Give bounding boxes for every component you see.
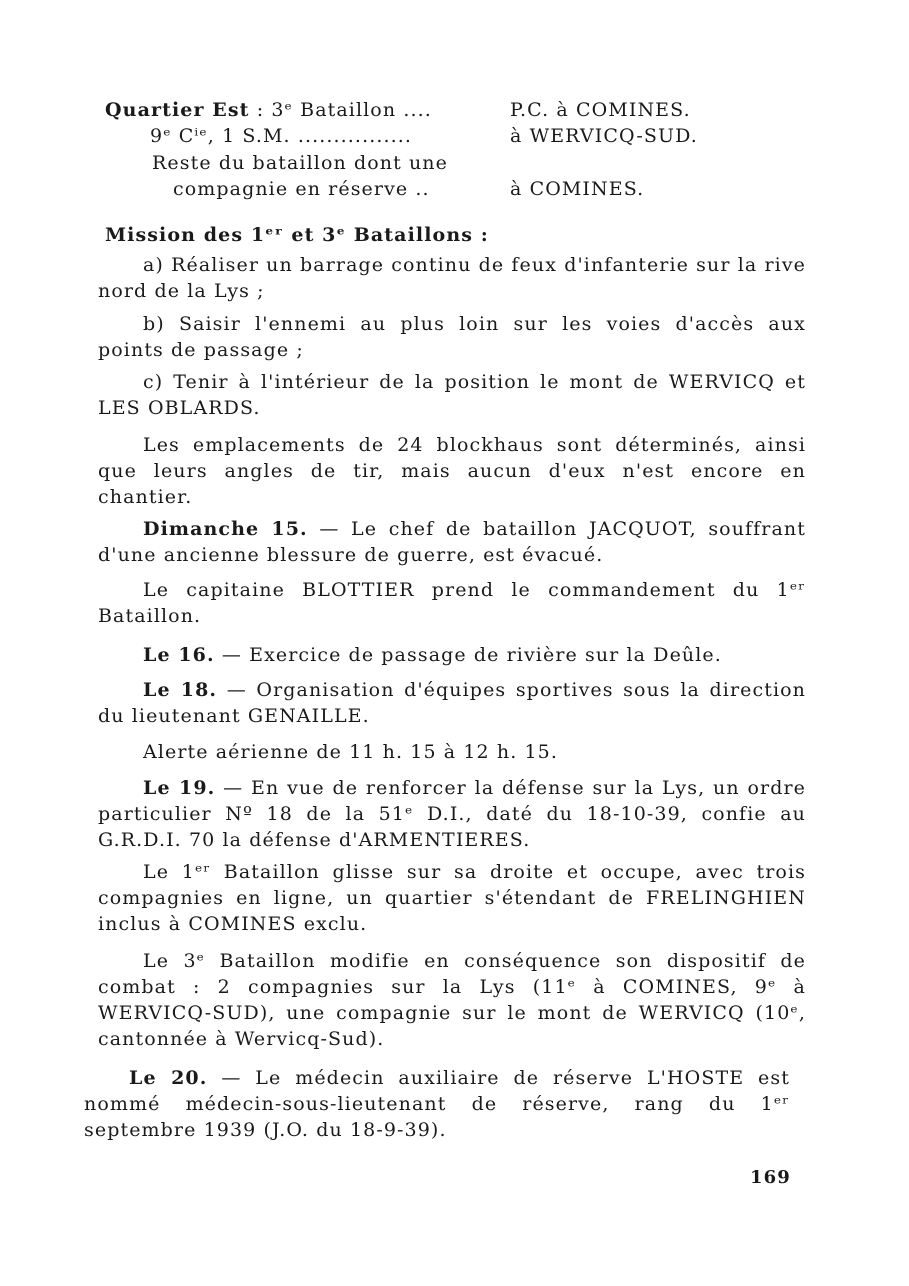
- paragraph: b) Saisir l'ennemi au plus loin sur les voies d'accès aux points de passage ;: [98, 313, 806, 361]
- quartier-location: à COMINES.: [510, 178, 645, 200]
- paragraph: Les emplacements de 24 blockhaus sont déterminés, ainsi que leurs angles de tir, mais aucun d'eux n'est encore en chantier.: [98, 434, 806, 508]
- quartier-row: [105, 97, 765, 123]
- quartier-row: [173, 176, 833, 202]
- page-number: 169: [750, 1167, 791, 1188]
- quartier-unit: Reste du bataillon dont une: [152, 152, 448, 174]
- paragraph: Le 20. — Le médecin auxiliaire de réserve L'HOSTE est nommé médecin-sous-lieutenant de réserve, rang du 1ᵉʳ septembre 1939 (J.O. du 18-9-39).: [84, 1067, 790, 1141]
- entry-date: Le 20.: [129, 1067, 208, 1089]
- quartier-unit: compagnie en réserve ..: [173, 178, 430, 200]
- entry-date: Dimanche 15.: [143, 518, 308, 540]
- quartier-label: Quartier Est: [105, 99, 250, 121]
- entry-date: Le 19.: [143, 777, 216, 799]
- mission-heading: Mission des 1ᵉʳ et 3ᵉ Bataillons :: [105, 224, 489, 246]
- paragraph: Le 3ᵉ Bataillon modifie en conséquence son dispositif de combat : 2 compagnies sur la Lys (11ᵉ à COMINES, 9ᵉ à WERVICQ-SUD), une compagnie sur le mont de WERVICQ (10ᵉ, cantonnée à Wervicq-Sud).: [98, 950, 806, 1050]
- paragraph: Le 1ᵉʳ Bataillon glisse sur sa droite et occupe, avec trois compagnies en ligne, un quartier s'étendant de FRELINGHIEN inclus à COMINES exclu.: [98, 861, 806, 935]
- paragraph: c) Tenir à l'intérieur de la position le mont de WERVICQ et LES OBLARDS.: [98, 371, 806, 419]
- paragraph: Dimanche 15. — Le chef de bataillon JACQUOT, souffrant d'une ancienne blessure de guerre, est évacué.: [98, 518, 806, 566]
- quartier-row: [152, 150, 812, 176]
- quartier-location: à WERVICQ-SUD.: [510, 125, 698, 147]
- paragraph: Le 19. — En vue de renforcer la défense sur la Lys, un ordre particulier Nº 18 de la 51ᵉ D.I., daté du 18-10-39, confie au G.R.D.I. 70 la défense d'ARMENTIERES.: [98, 777, 806, 851]
- quartier-unit: : 3ᵉ Bataillon ....: [249, 99, 432, 121]
- paragraph: Alerte aérienne de 11 h. 15 à 12 h. 15.: [143, 741, 558, 763]
- paragraph: Le 18. — Organisation d'équipes sportives sous la direction du lieutenant GENAILLE.: [98, 679, 806, 727]
- entry-date: Le 16.: [143, 644, 215, 666]
- paragraph: Le capitaine BLOTTIER prend le commandement du 1ᵉʳ Bataillon.: [98, 579, 806, 627]
- quartier-location: P.C. à COMINES.: [510, 99, 691, 121]
- entry-date: Le 18.: [143, 679, 218, 701]
- quartier-unit: 9ᵉ Cⁱᵉ, 1 S.M. ................: [150, 125, 413, 147]
- quartier-row: [150, 123, 810, 149]
- paragraph: a) Réaliser un barrage continu de feux d'infanterie sur la rive nord de la Lys ;: [98, 254, 806, 302]
- paragraph: Le 16. — Exercice de passage de rivière sur la Deûle.: [143, 644, 722, 666]
